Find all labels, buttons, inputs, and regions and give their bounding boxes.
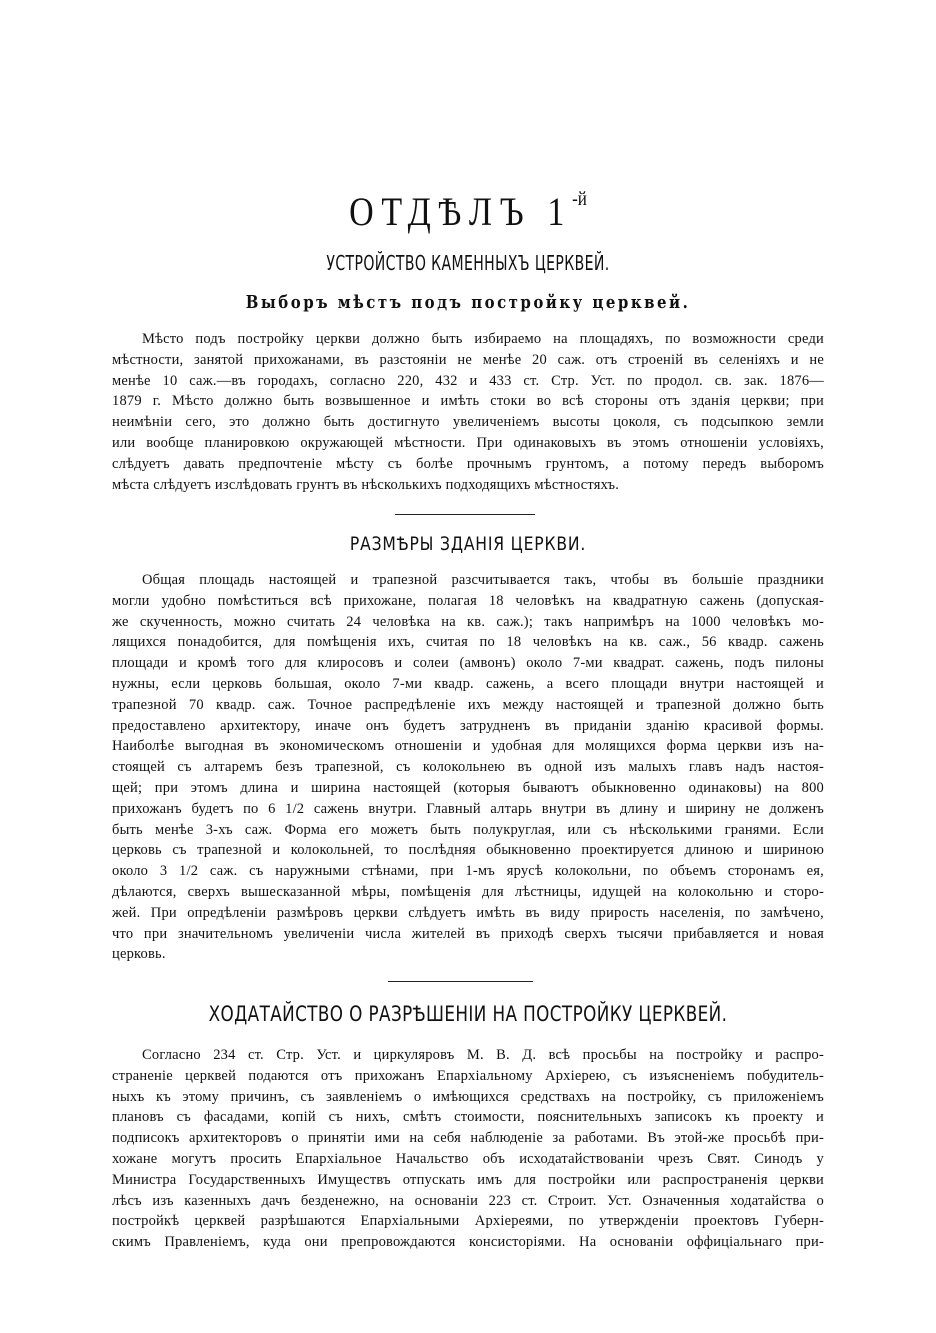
paragraph-line: неимѣніи сего, это должно быть достигнуто увеличеніемъ высоты цоколя, съ подсыпкою земли [112, 414, 824, 431]
paragraph-line: стоящей съ алтаремъ безъ трапезной, съ колокольнею въ одной изъ малыхъ главъ надъ настоя- [112, 759, 824, 776]
paragraph-line: или вообще планировкою окружающей мѣстности. При одинаковыхъ въ этомъ отношеніи условіяхъ, [112, 434, 824, 451]
paragraph-line: могли удобно помѣститься всѣ прихожане, полагая 18 человѣкъ на квадратную сажень (допуская- [112, 592, 824, 609]
paragraph-line: что при значительномъ увеличеніи числа жителей въ приходѣ сверхъ тысячи прибавляется и новая [112, 925, 824, 942]
paragraph-site-selection [112, 329, 824, 495]
paragraph-line: плановъ съ фасадами, копій съ нихъ, смѣтъ стоимости, пояснительныхъ записокъ къ проекту и [112, 1109, 824, 1126]
section-divider [395, 514, 535, 515]
paragraph-line: церковь съ трапезной и колокольней, то послѣдняя обыкновенно проектируется длиною и шириною [112, 842, 824, 859]
paragraph-line: лѣсъ изъ казенныхъ дачъ безденежно, на основаніи 223 ст. Строит. Уст. Означенныя ходатайства о [112, 1192, 824, 1209]
chapter-title: УСТРОЙСТВО КАМЕННЫХЪ ЦЕРКВЕЙ. [326, 251, 610, 275]
paragraph-line: менѣе 10 саж.—въ городахъ, согласно 220, 432 и 433 ст. Стр. Уст. по продол. св. зак. 1876— [112, 372, 824, 389]
paragraph-line: лящихся понадобится, для помѣщенія ихъ, считая по 18 человѣкъ на кв. саж., 56 квадр. сажень [112, 634, 824, 651]
paragraph-line: предоставлено архитектору, иначе онъ будетъ затрудненъ въ приданіи зданію красивой формы. [112, 717, 824, 734]
paragraph-line: Согласно 234 ст. Стр. Уст. и циркуляровъ М. В. Д. всѣ просьбы на постройку и распро- [142, 1047, 824, 1063]
paragraph-line: 1879 г. Мѣсто должно быть возвышенное и имѣть стоки во всѣ стороны отъ зданія церкви; при [112, 393, 824, 410]
paragraph-line: постройкѣ церквей разрѣшаются Епархіальными Архіереями, по утвержденіи проектовъ Губерн- [112, 1213, 824, 1230]
paragraph-line: щей; при этомъ длина и ширина настоящей (которыя бываютъ обыкновенно одинаковы) на 800 [112, 779, 824, 796]
paragraph-line: Министра Государственныхъ Имуществъ отпускать имъ для постройки или распространенія церкви [112, 1171, 824, 1188]
paragraph-line: страненіе церквей подаются отъ прихожанъ Епархіальному Архіерею, съ изъясненіемъ побудитель- [112, 1067, 824, 1084]
paragraph-line: трапезной 70 квадр. саж. Точное распредѣленіе ихъ между настоящей и трапезной должно быть [112, 696, 824, 713]
paragraph-church-dimensions [112, 570, 824, 965]
paragraph-line: хожане могутъ просить Епархіальное Начальство объ исходатайствованіи чрезъ Свят. Синодъ у [112, 1150, 824, 1167]
paragraph-line: мѣста слѣдуетъ изслѣдовать грунтъ въ нѣсколькихъ подходящихъ мѣстностяхъ. [112, 476, 620, 493]
paragraph-line: нужны, если церковь большая, около 7-ми квадр. сажень, а всего площади внутри настоящей и [112, 675, 824, 692]
paragraph-line: ныхъ къ этому причинъ, съ заявленіемъ о имѣющихся средствахъ на постройку, съ приложеніемъ [112, 1088, 824, 1105]
paragraph-line: быть менѣе 3-хъ саж. Форма его можетъ быть полукруглая, или съ нѣсколькими гранями. Если [112, 821, 824, 838]
section-heading-text: ОТДѢЛЪ 1 [349, 189, 573, 234]
paragraph-line: около 3 1/2 саж. съ наружными стѣнами, при 1-мъ ярусѣ колокольни, по объемъ сторонамъ ея, [112, 863, 824, 880]
paragraph-line: мѣстности, занятой прихожанами, въ разстояніи не менѣе 20 саж. отъ строеній въ селеніяхъ и не [112, 351, 824, 368]
section-title-dimensions: РАЗМѢРЫ ЗДАНІЯ ЦЕРКВИ. [349, 533, 587, 555]
paragraph-line: скимъ Правленіемъ, куда они препровождаются консисторіями. На основаніи оффиціальнаго при- [112, 1234, 824, 1251]
paragraph-line: прихожанъ будетъ по 6 1/2 сажень внутри. Главный алтарь внутри въ длину и ширину не долженъ [112, 800, 824, 817]
section-title-petition: ХОДАТАЙСТВО О РАЗРѢШЕНІИ НА ПОСТРОЙКУ ЦЕРКВЕЙ. [208, 1002, 728, 1026]
paragraph-line: Общая площадь настоящей и трапезной разсчитывается такъ, чтобы въ большіе праздники [142, 572, 824, 588]
paragraph-line: Мѣсто подъ постройку церкви должно быть избираемо на площадяхъ, по возможности среди [142, 331, 824, 347]
section-heading [70, 188, 866, 235]
paragraph-line: Наиболѣе выгодная въ экономическомъ отношеніи и удобная для молящихся форма церкви изъ на- [112, 738, 824, 755]
paragraph-line: жей. При опредѣленіи размѣровъ церкви слѣдуетъ имѣть въ виду прирость населенія, по замѣчено, [112, 904, 824, 921]
paragraph-line: же скученность, можно считать 24 человѣка на кв. саж.); такъ напримѣръ на 1000 человѣкъ мо- [112, 613, 824, 630]
section-divider [388, 981, 533, 982]
subsection-title: Выборъ мѣстъ подъ постройку церквей. [245, 292, 691, 313]
paragraph-line: слѣдуетъ давать предпочтеніе мѣсту съ болѣе прочнымъ грунтомъ, а потому передъ выборомъ [112, 455, 824, 472]
paragraph-line: церковь. [112, 946, 166, 963]
section-heading-suffix: -й [572, 188, 587, 210]
paragraph-line: площади и кромѣ того для клиросовъ и солеи (амвонъ) около 7-ми квадрат. сажень, подъ пилоны [112, 655, 824, 672]
paragraph-line: дѣлаются, сверхъ вышесказанной мѣры, помѣщенія для лѣстницы, идущей на колокольню и сторо- [112, 883, 824, 900]
paragraph-line: подписокъ архитекторовъ о принятіи ими на себя наблюденіе за работами. Въ этой-же просьбѣ при- [112, 1130, 824, 1147]
paragraph-petition [112, 1045, 824, 1253]
